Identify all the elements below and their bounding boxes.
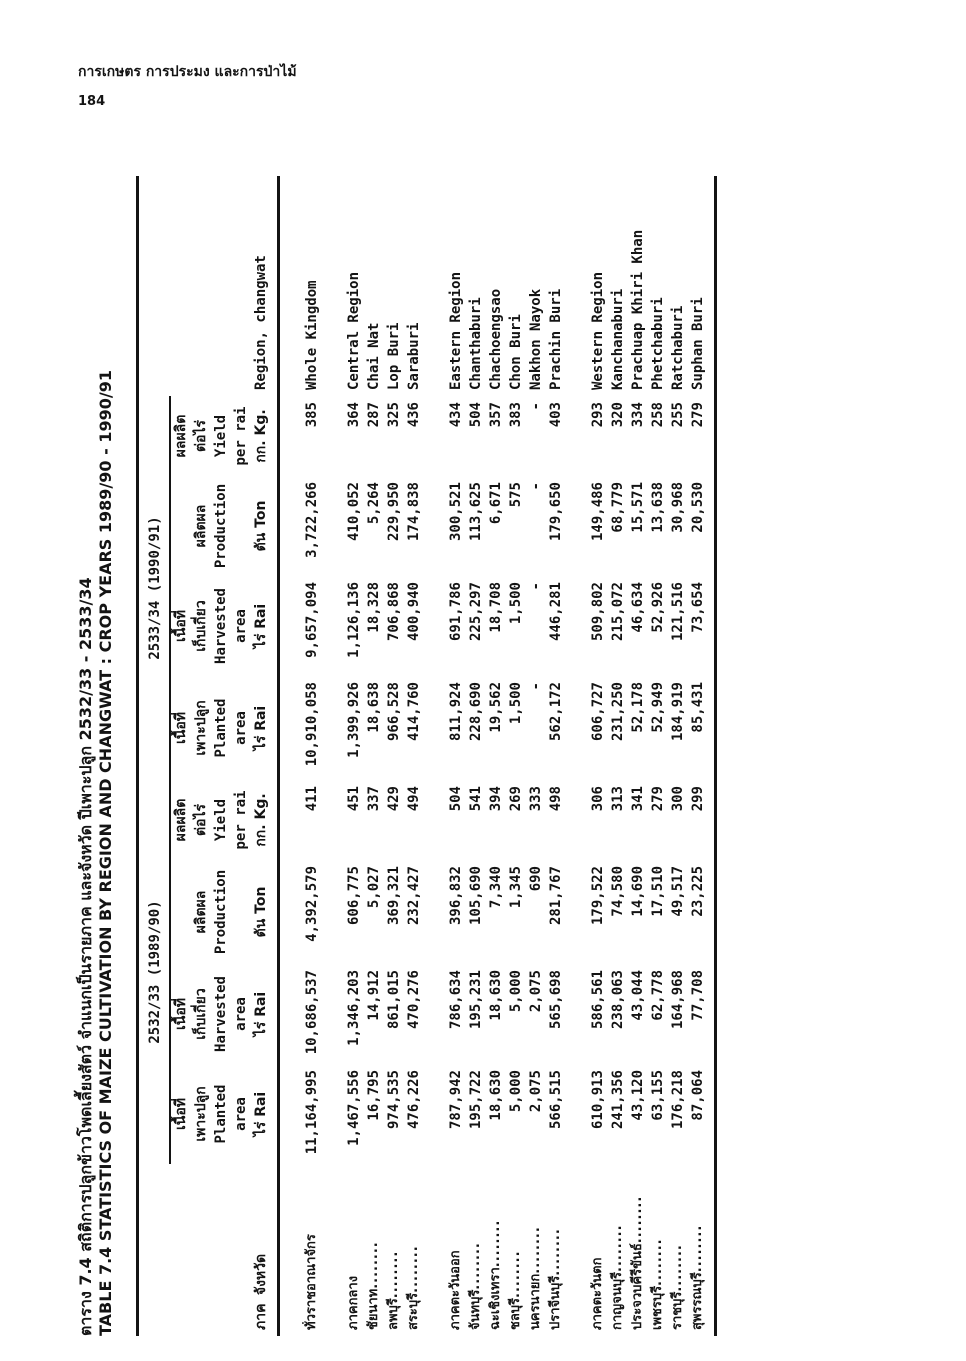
english-name: Central Region — [346, 271, 362, 390]
value-cell: 974,535 — [386, 1070, 402, 1130]
column-header — [170, 860, 279, 964]
value-cell: 5,027 — [366, 866, 382, 909]
value-cell: 476,226 — [406, 1070, 422, 1130]
value-cell: 1,345 — [508, 866, 524, 909]
leader-dots — [670, 1244, 685, 1292]
row-spacer — [424, 176, 446, 1336]
value-cell: 49,517 — [670, 866, 686, 917]
value-cell: 429 — [386, 786, 402, 812]
value-cell: 586,561 — [590, 970, 606, 1030]
value-cell: 238,063 — [610, 970, 626, 1030]
value-cell: 1,399,926 — [346, 682, 362, 758]
value-cell: 6,671 — [488, 482, 504, 525]
english-name: Ratchaburi — [670, 305, 686, 390]
leader-dots — [406, 1245, 421, 1293]
english-name: Phetchaburi — [650, 297, 666, 390]
english-name: Chai Nat — [366, 322, 382, 390]
thai-name-cell — [302, 1164, 322, 1336]
english-name: Saraburi — [406, 322, 422, 390]
column-header-line: area — [233, 609, 249, 643]
column-header-line: ผลผลิต — [173, 414, 189, 458]
column-header-line — [171, 482, 191, 570]
table-body — [279, 176, 716, 1336]
year-group-1989-90: 2532/33 (1989/90) — [139, 780, 170, 1164]
value-cell: 113,625 — [468, 482, 484, 542]
column-header-line: เนื้อที่ — [173, 1098, 189, 1130]
thai-name-cell — [668, 1164, 688, 1336]
column-header-line: area — [233, 997, 249, 1031]
column-header-line: area — [233, 711, 249, 745]
page-number: 184 — [78, 94, 106, 109]
value-cell: 2,075 — [528, 970, 544, 1013]
value-cell: 541 — [468, 786, 484, 812]
value-cell: 43,120 — [630, 1070, 646, 1121]
thai-name: ภาคกลาง — [346, 1275, 361, 1330]
value-cell: - — [528, 402, 544, 411]
english-name: Nakhon Nayok — [528, 288, 544, 390]
thai-name-cell — [446, 1164, 466, 1336]
value-cell: 30,968 — [670, 482, 686, 533]
value-cell: 396,832 — [448, 866, 464, 926]
column-header-line — [231, 866, 251, 958]
value-cell: 195,722 — [468, 1070, 484, 1130]
english-name: Kanchanaburi — [610, 288, 626, 390]
column-header-line: ผลิตผล — [193, 504, 209, 548]
value-cell: 509,802 — [590, 582, 606, 642]
column-header-line: ตัน Ton — [253, 886, 269, 938]
thai-name-cell — [364, 1164, 384, 1336]
column-header — [170, 1064, 279, 1164]
leader-dots — [528, 1226, 543, 1274]
value-cell: - — [528, 582, 544, 591]
column-header — [170, 396, 279, 476]
column-header-line: Planted — [213, 1084, 229, 1144]
value-cell: 333 — [528, 786, 544, 812]
value-cell: 383 — [508, 402, 524, 428]
value-cell: 2,075 — [528, 1070, 544, 1113]
value-cell: - — [528, 482, 544, 491]
value-cell: 357 — [488, 402, 504, 428]
thai-name-cell — [608, 1164, 628, 1336]
column-header-line: ผลผลิต — [173, 798, 189, 842]
value-cell: 10,686,537 — [304, 970, 320, 1055]
thai-name: สุพรรณบุรี — [690, 1272, 705, 1330]
value-cell: 279 — [690, 402, 706, 428]
column-header-line: เนื้อที่ — [173, 610, 189, 642]
value-cell: 14,912 — [366, 970, 382, 1021]
value-cell: 13,638 — [650, 482, 666, 533]
province-row — [526, 176, 546, 1336]
rotated-table-block — [76, 176, 906, 1336]
running-header — [78, 62, 297, 112]
column-header — [170, 676, 279, 780]
value-cell: 691,786 — [448, 582, 464, 642]
leader-dots — [650, 1238, 665, 1286]
value-cell: 105,690 — [468, 866, 484, 926]
english-name: Eastern Region — [448, 271, 464, 390]
value-cell: 470,276 — [406, 970, 422, 1030]
value-cell: 176,218 — [670, 1070, 686, 1130]
value-cell: 1,467,556 — [346, 1070, 362, 1146]
value-cell: 74,580 — [610, 866, 626, 917]
english-name: Suphan Buri — [690, 297, 706, 390]
column-header-line: ผลิตผล — [193, 890, 209, 934]
leader-dots — [610, 1224, 625, 1272]
value-cell: 68,779 — [610, 482, 626, 533]
value-cell: 46,634 — [630, 582, 646, 633]
english-name: Lop Buri — [386, 322, 402, 390]
value-cell: 149,486 — [590, 482, 606, 542]
value-cell: 121,516 — [670, 582, 686, 642]
column-header-line: เก็บเกี่ยว — [193, 600, 209, 652]
table-titles — [76, 176, 116, 1336]
value-cell: 52,926 — [650, 582, 666, 633]
thai-name-cell — [384, 1164, 404, 1336]
region-row — [446, 176, 466, 1336]
value-cell: 269 — [508, 786, 524, 812]
value-cell: 786,634 — [448, 970, 464, 1030]
thai-name: ประจวบคีรีขันธ์ — [630, 1243, 645, 1330]
column-header-line: กก. Kg. — [253, 793, 269, 847]
value-cell: 18,630 — [488, 1070, 504, 1121]
thai-name-cell — [344, 1164, 364, 1336]
value-cell: 258 — [650, 402, 666, 428]
value-cell: 334 — [630, 402, 646, 428]
value-cell: 43,044 — [630, 970, 646, 1021]
value-cell: 52,178 — [630, 682, 646, 733]
thai-name: นครนายก — [528, 1273, 543, 1330]
value-cell: 287 — [366, 402, 382, 428]
value-cell: 228,690 — [468, 682, 484, 742]
value-cell: 241,356 — [610, 1070, 626, 1130]
value-cell: 16,795 — [366, 1070, 382, 1121]
value-cell: 20,530 — [690, 482, 706, 533]
value-cell: 562,172 — [548, 682, 564, 742]
value-cell: 436 — [406, 402, 422, 428]
value-cell: 179,522 — [590, 866, 606, 926]
column-header-line: ตัน Ton — [253, 500, 269, 552]
year-group-row — [139, 176, 170, 1336]
column-header-line: area — [233, 1097, 249, 1131]
column-header-line: per rai — [233, 790, 249, 850]
thai-name: ภาคตะวันตก — [590, 1257, 605, 1330]
province-row — [506, 176, 526, 1336]
value-cell: 77,708 — [690, 970, 706, 1021]
row-spacer — [322, 176, 344, 1336]
province-row — [668, 176, 688, 1336]
value-cell: 5,000 — [508, 970, 524, 1013]
value-cell: 690 — [528, 866, 544, 892]
value-cell: 5,264 — [366, 482, 382, 525]
column-header-line — [171, 866, 191, 958]
value-cell: 446,281 — [548, 582, 564, 642]
province-row — [486, 176, 506, 1336]
thai-name: ทั่วราชอาณาจักร — [304, 1234, 319, 1330]
value-cell: 7,340 — [488, 866, 504, 909]
value-cell: 364 — [346, 402, 362, 428]
thai-name: จันทบุรี — [468, 1289, 483, 1330]
column-header-line: ไร่ Rai — [253, 705, 269, 751]
column-header-line: ไร่ Rai — [253, 1091, 269, 1137]
column-header-line: Harvested — [213, 976, 229, 1052]
table-title-thai: ตาราง 7.4 สถิติการปลูกข้าวโพดเลี้ยงสัตว์ จำแนกเป็นรายภาค และจังหวัด ปีเพาะปลูก 2532/33 - 2533/34 — [76, 577, 95, 1336]
column-header-line: เนื้อที่ — [173, 998, 189, 1030]
thai-name: ชลบุรี — [508, 1297, 523, 1330]
row-spacer — [566, 176, 588, 1336]
column-header-line: Production — [213, 869, 229, 955]
value-cell: 385 — [304, 402, 320, 428]
column-header — [170, 576, 279, 676]
value-cell: 11,164,995 — [304, 1070, 320, 1155]
stub-header-english: Region, changwat — [170, 176, 279, 396]
value-cell: 299 — [690, 786, 706, 812]
column-header-row — [170, 176, 279, 1336]
leader-dots — [366, 1241, 381, 1289]
value-cell: 215,072 — [610, 582, 626, 642]
value-cell: 18,630 — [488, 970, 504, 1021]
value-cell: 966,528 — [386, 682, 402, 742]
thai-name: ภาคตะวันออก — [448, 1250, 463, 1330]
value-cell: 18,638 — [366, 682, 382, 733]
value-cell: 606,775 — [346, 866, 362, 926]
value-cell: 1,126,136 — [346, 582, 362, 658]
table-bottom-rule — [708, 176, 716, 1336]
value-cell: 498 — [548, 786, 564, 812]
value-cell: 411 — [304, 786, 320, 812]
thai-name-cell — [588, 1164, 608, 1336]
value-cell: 85,431 — [690, 682, 706, 733]
value-cell: 300,521 — [448, 482, 464, 542]
thai-name: เพชรบุรี — [650, 1285, 665, 1330]
value-cell: 229,950 — [386, 482, 402, 542]
value-cell: 19,562 — [488, 682, 504, 733]
value-cell: 606,727 — [590, 682, 606, 742]
column-header-line: ไร่ Rai — [253, 991, 269, 1037]
english-name: Chanthaburi — [468, 297, 484, 390]
thai-name-cell — [466, 1164, 486, 1336]
column-header-line: เพาะปลูก — [193, 700, 209, 756]
value-cell: 279 — [650, 786, 666, 812]
value-cell: 325 — [386, 402, 402, 428]
value-cell: 434 — [448, 402, 464, 428]
row-spacer — [279, 176, 303, 1336]
region-row — [344, 176, 364, 1336]
thai-name: กาญจนบุรี — [610, 1272, 625, 1330]
value-cell: 320 — [610, 402, 626, 428]
value-cell: 787,942 — [448, 1070, 464, 1130]
value-cell: 87,064 — [690, 1070, 706, 1121]
value-cell: 62,778 — [650, 970, 666, 1021]
thai-name: ชัยนาท — [366, 1288, 381, 1330]
value-cell: 232,427 — [406, 866, 422, 926]
value-cell: 565,698 — [548, 970, 564, 1030]
column-header — [170, 964, 279, 1064]
value-cell: 63,155 — [650, 1070, 666, 1121]
value-cell: 281,767 — [548, 866, 564, 926]
column-header-line: Production — [213, 483, 229, 569]
value-cell: 400,940 — [406, 582, 422, 642]
leader-dots — [548, 1228, 563, 1276]
column-header-line: เนื้อที่ — [173, 712, 189, 744]
value-cell: 706,868 — [386, 582, 402, 642]
value-cell: 18,708 — [488, 582, 504, 633]
value-cell: 52,949 — [650, 682, 666, 733]
thai-name-cell — [648, 1164, 668, 1336]
value-cell: 231,250 — [610, 682, 626, 742]
value-cell: 394 — [488, 786, 504, 812]
province-row — [384, 176, 404, 1336]
column-header-line — [231, 482, 251, 570]
english-name: Prachin Buri — [548, 288, 564, 390]
value-cell: 18,328 — [366, 582, 382, 633]
value-cell: 179,650 — [548, 482, 564, 542]
value-cell: 410,052 — [346, 482, 362, 542]
value-cell: 1,346,203 — [346, 970, 362, 1046]
year-group-1990-91: 2533/34 (1990/91) — [139, 396, 170, 780]
value-cell: 369,321 — [386, 866, 402, 926]
column-header-line: per rai — [233, 406, 249, 466]
value-cell: 5,000 — [508, 1070, 524, 1113]
column-header-line: Yield — [213, 798, 229, 842]
value-cell: 313 — [610, 786, 626, 812]
value-cell: 1,500 — [508, 582, 524, 625]
maize-statistics-table — [136, 176, 717, 1336]
value-cell: 1,500 — [508, 682, 524, 725]
value-cell: 9,657,094 — [304, 582, 320, 658]
leader-dots — [508, 1250, 523, 1298]
column-header-line: Yield — [213, 414, 229, 458]
column-header-line: Harvested — [213, 588, 229, 664]
column-header-line: เพาะปลูก — [193, 1086, 209, 1142]
value-cell: 306 — [590, 786, 606, 812]
province-row — [608, 176, 628, 1336]
value-cell: 566,515 — [548, 1070, 564, 1130]
total-row — [302, 176, 322, 1336]
value-cell: 337 — [366, 786, 382, 812]
thai-name: ฉะเชิงเทรา — [488, 1267, 503, 1330]
province-row — [628, 176, 648, 1336]
column-header-line: กก. Kg. — [253, 409, 269, 463]
value-cell: 73,654 — [690, 582, 706, 633]
value-cell: 10,910,058 — [304, 682, 320, 767]
leader-dots — [386, 1251, 401, 1299]
column-header-line: เก็บเกี่ยว — [193, 988, 209, 1040]
value-cell: 300 — [670, 786, 686, 812]
column-header — [170, 476, 279, 576]
value-cell: 414,760 — [406, 682, 422, 742]
column-header — [170, 780, 279, 860]
province-row — [404, 176, 424, 1336]
value-cell: 504 — [468, 402, 484, 428]
value-cell: 451 — [346, 786, 362, 812]
column-header-line: ไร่ Rai — [253, 603, 269, 649]
value-cell: 504 — [448, 786, 464, 812]
thai-name-cell — [546, 1164, 566, 1336]
english-name: Whole Kingdom — [304, 280, 320, 390]
thai-name-cell — [506, 1164, 526, 1336]
thai-name-cell — [486, 1164, 506, 1336]
value-cell: 17,510 — [650, 866, 666, 917]
leader-dots — [690, 1225, 705, 1273]
value-cell: 15,571 — [630, 482, 646, 533]
value-cell: 23,225 — [690, 866, 706, 917]
value-cell: 811,924 — [448, 682, 464, 742]
english-name: Chon Buri — [508, 314, 524, 390]
value-cell: 293 — [590, 402, 606, 428]
english-name: Chachoengsao — [488, 288, 504, 390]
thai-name-cell — [688, 1164, 708, 1336]
thai-name: สระบุรี — [406, 1292, 421, 1330]
value-cell: 861,015 — [386, 970, 402, 1030]
value-cell: 184,919 — [670, 682, 686, 742]
value-cell: 14,690 — [630, 866, 646, 917]
region-row — [588, 176, 608, 1336]
province-row — [364, 176, 384, 1336]
province-row — [466, 176, 486, 1336]
value-cell: 255 — [670, 402, 686, 428]
column-header-line: ต่อไร่ — [193, 419, 209, 453]
province-row — [546, 176, 566, 1336]
english-name: Western Region — [590, 271, 606, 390]
thai-name-cell — [404, 1164, 424, 1336]
thai-name: ปราจีนบุรี — [548, 1275, 563, 1330]
value-cell: 610,913 — [590, 1070, 606, 1130]
province-row — [688, 176, 708, 1336]
thai-name: ราชบุรี — [670, 1291, 685, 1330]
column-header-line: Planted — [213, 698, 229, 758]
value-cell: 575 — [508, 482, 524, 508]
table-title-english: TABLE 7.4 STATISTICS OF MAIZE CULTIVATION BY REGION AND CHANGWAT : CROP YEARS 1989/90 - 1990/91 — [96, 370, 115, 1336]
value-cell: 341 — [630, 786, 646, 812]
value-cell: 195,231 — [468, 970, 484, 1030]
leader-dots — [630, 1196, 645, 1244]
publication-section-title: การเกษตร การประมง และการป่าไม้ — [78, 64, 297, 80]
leader-dots — [468, 1242, 483, 1290]
value-cell: 164,968 — [670, 970, 686, 1030]
column-header-line: ต่อไร่ — [193, 803, 209, 837]
stub-header-thai: ภาค จังหวัด — [170, 1164, 279, 1336]
thai-name: ลพบุรี — [386, 1298, 401, 1330]
leader-dots — [488, 1220, 503, 1268]
value-cell: 494 — [406, 786, 422, 812]
value-cell: 403 — [548, 402, 564, 428]
value-cell: 225,297 — [468, 582, 484, 642]
province-row — [648, 176, 668, 1336]
thai-name-cell — [628, 1164, 648, 1336]
thai-name-cell — [526, 1164, 546, 1336]
value-cell: 174,838 — [406, 482, 422, 542]
value-cell: 3,722,266 — [304, 482, 320, 558]
english-name: Prachuap Khiri Khan — [630, 229, 646, 390]
value-cell: 4,392,579 — [304, 866, 320, 942]
value-cell: - — [528, 682, 544, 691]
